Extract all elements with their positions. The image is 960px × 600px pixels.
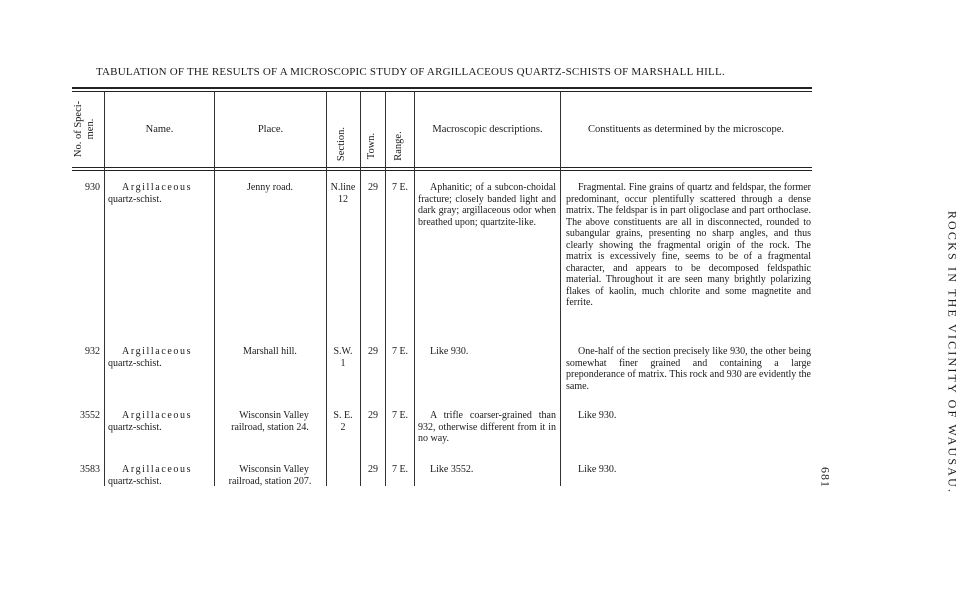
name-line-2: quartz-schist. xyxy=(108,421,162,433)
macroscopic-description: Like 3552. xyxy=(430,464,474,475)
microscopic-constituents: Like 930. xyxy=(578,410,617,421)
header-specimen xyxy=(73,89,103,169)
specimen-place xyxy=(216,464,324,487)
specimen-name xyxy=(108,464,212,487)
column-divider xyxy=(385,92,386,486)
place-line-1: Wisconsin Valley xyxy=(239,464,309,475)
specimen-number: 3552 xyxy=(80,410,100,421)
section-line-1: N.line xyxy=(330,182,356,193)
section-line-2: 1 xyxy=(340,357,346,369)
column-divider xyxy=(414,92,415,486)
specimen-range: 7 E. xyxy=(391,182,409,193)
specimen-range: 7 E. xyxy=(391,410,409,421)
specimen-name xyxy=(108,346,212,369)
name-line-1: Argillaceous xyxy=(122,182,193,193)
header-specimen-l1: No. of Speci- xyxy=(73,100,84,158)
page-number: 681 xyxy=(818,467,833,488)
section-line-1: S.W. xyxy=(333,346,353,357)
place-line-2: railroad, station 24. xyxy=(231,421,309,433)
macroscopic-description: Like 930. xyxy=(430,346,469,357)
specimen-number: 930 xyxy=(85,182,100,193)
macroscopic-description: A trifle coarser-grained than 932, otherwise different from it in no way. xyxy=(418,410,556,444)
running-heading: ROCKS IN THE VICINITY OF WAUSAU. xyxy=(945,210,960,495)
section-line-2: 12 xyxy=(338,193,348,205)
header-macroscopic: Macroscopic descriptions. xyxy=(432,124,543,135)
name-line-1: Argillaceous xyxy=(122,346,193,357)
header-rule xyxy=(72,167,812,168)
specimen-town: 29 xyxy=(368,464,378,475)
specimen-name xyxy=(108,182,212,205)
section-line-2: 2 xyxy=(340,421,346,433)
specimen-range: 7 E. xyxy=(391,464,409,475)
specimen-name xyxy=(108,410,212,433)
macroscopic-description: Aphanitic; of a subcon-choidal fracture; closely banded light and dark gray; argillaceous odor when breathed upon; quartzite-like. xyxy=(418,182,556,228)
place-line-2: railroad, station 207. xyxy=(228,475,312,487)
header-range: Range. xyxy=(393,131,404,161)
name-line-1: Argillaceous xyxy=(122,410,193,421)
specimen-town: 29 xyxy=(368,182,378,193)
name-line-1: Argillaceous xyxy=(122,464,193,475)
header-rule-2 xyxy=(72,170,812,171)
header-place: Place. xyxy=(257,124,284,135)
specimen-section xyxy=(326,410,360,433)
column-divider xyxy=(560,92,561,486)
name-line-2: quartz-schist. xyxy=(108,357,162,369)
specimen-section xyxy=(326,182,360,205)
column-divider xyxy=(214,92,215,486)
place-line-1: Wisconsin Valley xyxy=(239,410,309,421)
specimen-place xyxy=(216,182,324,194)
specimen-town: 29 xyxy=(368,346,378,357)
specimen-place xyxy=(216,346,324,358)
section-line-1: S. E. xyxy=(333,410,353,421)
top-rule-thin xyxy=(72,91,812,92)
top-rule-thick xyxy=(72,87,812,89)
place-line-1: Jenny road. xyxy=(246,182,294,193)
specimen-place xyxy=(216,410,324,433)
specimen-number: 932 xyxy=(85,346,100,357)
column-divider xyxy=(360,92,361,486)
specimen-range: 7 E. xyxy=(391,346,409,357)
header-town: Town. xyxy=(366,132,377,160)
header-name: Name. xyxy=(145,124,174,135)
column-divider xyxy=(104,92,105,486)
table-title: TABULATION OF THE RESULTS OF A MICROSCOPIC STUDY OF ARGILLACEOUS QUARTZ-SCHISTS OF MARSHALL HILL. xyxy=(96,66,725,78)
name-line-2: quartz-schist. xyxy=(108,193,162,205)
microscopic-constituents: One-half of the section precisely like 930, the other being somewhat finer grained and containing a large preponderance of matrix. This rock and 930 are evidently the same. xyxy=(566,346,811,392)
header-specimen-l2: men. xyxy=(85,118,96,140)
header-section: Section. xyxy=(336,126,347,162)
place-line-1: Marshall hill. xyxy=(243,346,297,357)
microscopic-constituents: Like 930. xyxy=(578,464,617,475)
header-constituents: Constituents as determined by the microscope. xyxy=(588,124,784,135)
microscopic-constituents: Fragmental. Fine grains of quartz and feldspar, the former predominant, occur plentifully scattered through a dense matrix. The feldspar is in part oligoclase and part orthoclase. The above constituents are all in disconnected, rounded to subangular grains, presenting no sharp angles, and thus clearly showing the fragmental origin of the rock. The matrix is excessively fine, seems to be of a fragmental character, and appears to be decomposed feldspathic material. Throughout it are seen many brightly polarizing flakes of kaolin, much chlorite and some magnetite and ferrite. xyxy=(566,182,811,308)
specimen-town: 29 xyxy=(368,410,378,421)
name-line-2: quartz-schist. xyxy=(108,475,162,487)
specimen-number: 3583 xyxy=(80,464,100,475)
specimen-section xyxy=(326,346,360,369)
